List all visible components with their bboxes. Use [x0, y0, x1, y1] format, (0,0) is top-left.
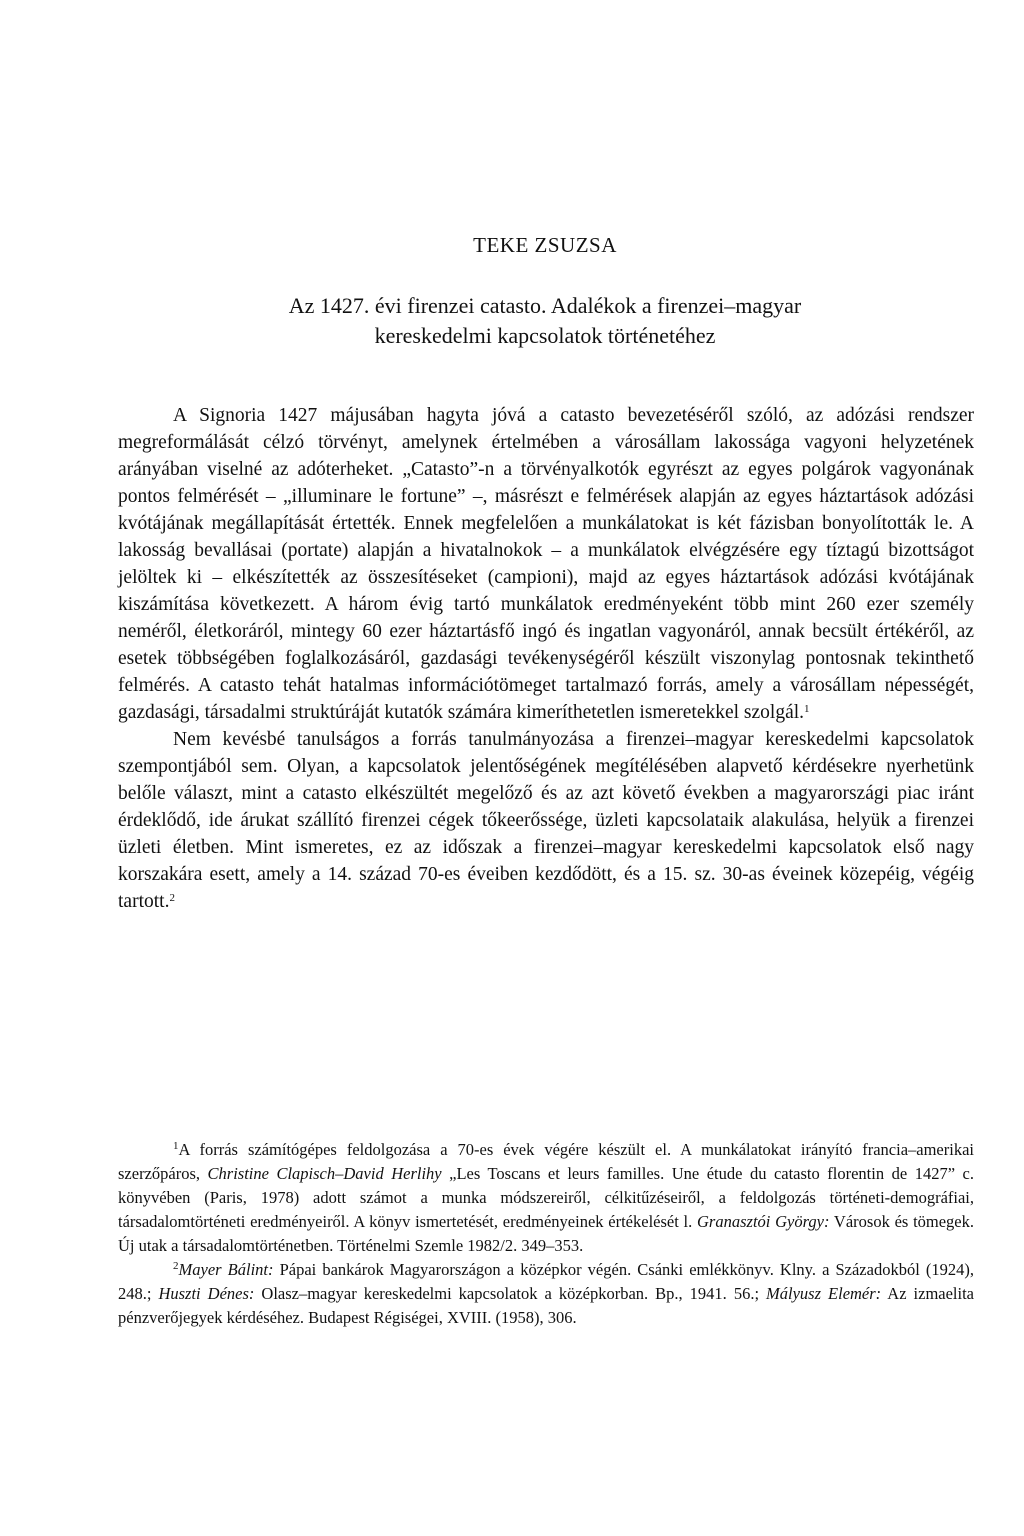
footnotes: [118, 1138, 974, 1330]
footnote-2-author-1: Mayer Bálint:: [178, 1260, 274, 1279]
paragraph-1: [118, 402, 974, 726]
paragraph-2: [118, 726, 974, 915]
footnote-1-ref-author: Granasztói György:: [697, 1212, 830, 1231]
author-name: TEKE ZSUZSA: [473, 233, 617, 257]
title-line-2: kereskedelmi kapcsolatok történetéhez: [374, 323, 716, 348]
footnote-2-text-c: Az izmaelita pénzverőjegyek kérdéséhez. Budapest Régiségei, XVIII. (1958), 306.: [118, 1284, 974, 1327]
footnote-2-text-b: Olasz–magyar kereskedelmi kapcsolatok a középkorban. Bp., 1941. 56.;: [254, 1284, 767, 1303]
footnote-ref-2: 2: [169, 892, 175, 904]
footnote-1: [118, 1138, 974, 1258]
footnote-1-text-c: Városok és tömegek. Új utak a társadalomtörténetben. Történelmi Szemle 1982/2. 349–353.: [118, 1212, 975, 1255]
footnote-2-author-3: Mályusz Elemér:: [766, 1284, 882, 1303]
footnote-1-mark: 1: [173, 1140, 179, 1152]
footnote-2-author-2: Huszti Dénes:: [158, 1284, 255, 1303]
paragraph-1-text: A Signoria 1427 májusában hagyta jóvá a catasto bevezetéséről szóló, az adózási rendszer megreformálását célzó törvényt, amelynek értelmében a városállam lakossága vagyoni helyzetének arányában viselné az adóterheket. „Catasto”-n a törvényalkotók egyrészt az egyes polgárok vagyonának pontos felmérését – „illuminare le fortune” –, másrészt e felmérések alapján az egyes háztartások adózási kvótájának megállapítását értették. Ennek megfelelően a munkálatokat is két fázisban bonyolították le. A lakosság bevallásai (portate) alapján a hivatalnokok – a munkálatok elvégzésére egy tíztagú bizottságot jelöltek ki – elkészítették az összesítéseket (campioni), majd az egyes háztartások adózási kvótájának kiszámítása következett. A három évig tartó munkálatok eredményeként több mint 260 ezer személy neméről, életkoráról, mintegy 60 ezer háztartásfő ingó és ingatlan vagyonáról, annak becsült értékéről, az esetek többségében foglalkozásáról, gazdasági tevékenységéről készült viszonylag pontosnak tekinthető felmérés. A catasto tehát hatalmas információtömeget tartalmazó forrás, amely a városállam népességét, gazdasági, társadalmi struktúráját kutatók számára kimeríthetetlen ismeretekkel szolgál.: [118, 405, 974, 723]
title-line-1: Az 1427. évi firenzei catasto. Adalékok a firenzei–magyar: [288, 293, 802, 318]
footnote-1-text-b: „Les Toscans et leurs familles. Une étude du catasto florentin de 1427” c. könyvében (Paris, 1978) adott számot a munka módszereiről, célkitűzéseiről, a feldolgozás történeti-demográfiai, társadalomtörténeti eredményeiről. A könyv ismertetését, eredményeinek értékelését l.: [118, 1164, 974, 1231]
footnote-1-text-a: A forrás számítógépes feldolgozása a 70-es évek végére készült el. A munkálatokat irányító francia–amerikai szerzőpáros,: [118, 1140, 974, 1183]
footnote-2-mark: 2: [173, 1260, 179, 1272]
footnote-ref-1: 1: [804, 703, 810, 715]
footnote-2: [118, 1258, 974, 1330]
article-title: [0, 291, 1024, 351]
footnote-1-authors: Christine Clapisch–David Herlihy: [207, 1164, 442, 1183]
article-body: [118, 402, 974, 915]
paragraph-2-text: Nem kevésbé tanulságos a forrás tanulmányozása a firenzei–magyar kereskedelmi kapcsolatok szempontjából sem. Olyan, a kapcsolatok jelentőségének megítélésében alapvető kérdésekre nyerhetünk belőle választ, mint a catasto elkészültét megelőző és az azt követő években a magyarországi piac iránt érdeklődő, ide árukat szállító firenzei cégek tőkeerőssége, üzleti kapcsolataik alakulása, helyük a firenzei üzleti életben. Mint ismeretes, ez az időszak a firenzei–magyar kereskedelmi kapcsolatok első nagy korszakára esett, amely a 14. század 70-es éveiben kezdődött, és a 15. sz. 30-as éveinek közepéig, végéig tartott.: [118, 729, 974, 912]
footnote-2-text-a: Pápai bankárok Magyarországon a középkor végén. Csánki emlékkönyv. Klny. a Századokból (1924), 248.;: [118, 1260, 974, 1303]
